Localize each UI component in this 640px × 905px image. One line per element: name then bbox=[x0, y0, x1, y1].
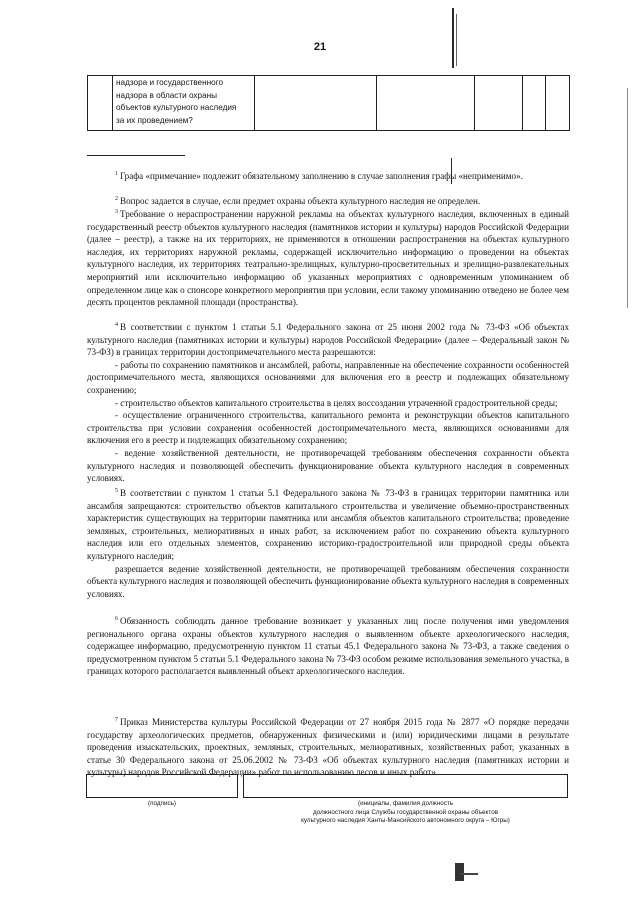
official-caption-line: культурного наследия Ханты-Мансийского автономного округа – Югры) bbox=[301, 817, 510, 824]
footnote-paragraph: - ведение хозяйственной деятельности, не противоречащей требованиям обеспечения сохранности объекта культурного наследия и позволяющей обеспечить функционирование объекта культурного наследия в современных условиях. bbox=[87, 447, 569, 484]
table-cell bbox=[377, 76, 475, 131]
footnote-text: В соответствии с пунктом 1 статьи 5.1 Федерального закона от 25 июня 2002 года № 73-ФЗ «Об объектах культурного наследия (памятниках истории и культуры) народов Российской Федерации» (далее – Федеральный закон № 73-ФЗ) в границах территории достопримечательного места разрешаются: bbox=[87, 322, 569, 358]
page-number: 21 bbox=[313, 41, 327, 53]
footnote-text: Графа «примечание» подлежит обязательному заполнению в случае заполнения графы «неприменимо». bbox=[120, 171, 523, 181]
footnote-number: 2 bbox=[115, 196, 118, 202]
footnote-paragraph: - работы по сохранению памятников и ансамблей, работы, направленные на обеспечение сохранности особенностей достопримечательного места, являющихся основаниями для включения его в реестр и подлежащих обязательному сохранению; bbox=[87, 359, 569, 395]
footnote-text: В соответствии с пунктом 1 статьи 5.1 Федерального закона № 73-ФЗ в границах территории памятника или ансамбля запрещаются: строительство объектов капитального строительства и увеличение объемно-пространственных характеристик существующих на территории памятника или ансамбля объектов капитального строительства; проведение земляных, строительных, мелиоративных и иных работ, за исключением работ по сохранению объекта культурного наследия или его отдельных элементов, сохранению историко-градостроительной или природной среды объекта культурного наследия; bbox=[87, 488, 569, 561]
footnote-number: 1 bbox=[115, 171, 118, 177]
table-cell bbox=[88, 76, 113, 131]
footnote-text: Требование о нераспространении наружной рекламы на объектах культурного наследия, включенных в единый государственный реестр объектов культурного наследия (памятников истории и культуры) народов Российской Федерации (далее – реестр), а также на их территориях, не применяются в отношении распространения на объектах культурного наследия, их территориях наружной рекламы, содержащей исключительно информацию о проведении на объектах культурного наследия, их территориях театрально-зрелищных, культурно-просветительных и зрелищно-развлекательных мероприятий или исключительно информацию об указанных мероприятиях с одновременным упоминанием об определенном лице как о спонсоре конкретного мероприятия при условии, если такому упоминанию отведено не более чем десять процентов рекламной площади (пространства). bbox=[87, 209, 569, 308]
footnote-paragraph: разрешается ведение хозяйственной деятельности, не противоречащей требованиям обеспечения сохранности объекта культурного наследия и позволяющей обеспечить функционирование объекта культурного наследия в современных условиях. bbox=[87, 563, 569, 599]
footnote-2 bbox=[87, 195, 480, 208]
table-cell bbox=[255, 76, 377, 131]
question-line: надзора и государственного bbox=[116, 78, 224, 87]
checklist-table bbox=[87, 75, 570, 131]
scan-artifact bbox=[455, 863, 464, 881]
footnote-number: 3 bbox=[115, 209, 118, 215]
scan-artifact bbox=[452, 8, 454, 68]
scan-artifact bbox=[460, 873, 478, 875]
footnote-paragraph: - строительство объектов капитального строительства в целях воссоздания утраченной градостроительной среды; bbox=[115, 397, 558, 408]
official-caption-line: должностного лица Службы государственной охраны объектов bbox=[312, 808, 499, 816]
footnote-number: 4 bbox=[115, 322, 118, 328]
question-line: за их проведением? bbox=[116, 115, 193, 125]
signature-caption: (подпись) bbox=[148, 800, 176, 807]
footnote-4 bbox=[87, 321, 569, 485]
footnote-number: 5 bbox=[115, 488, 118, 494]
table-cell bbox=[546, 76, 570, 131]
footnote-6 bbox=[87, 615, 569, 678]
footnote-7 bbox=[87, 716, 569, 779]
signature-field[interactable] bbox=[86, 774, 238, 798]
footnote-5 bbox=[87, 487, 569, 600]
question-line: надзора в области охраны bbox=[116, 90, 218, 100]
footnote-number: 7 bbox=[115, 717, 118, 723]
footnote-separator bbox=[87, 155, 185, 156]
footnote-paragraph: - осуществление ограниченного строительства, капитального ремонта и реконструкции объектов капитального строительства при условии сохранения особенностей достопримечательного места, являющихся основаниями для включения его в реестр и подлежащих обязательному сохранению; bbox=[87, 410, 569, 446]
official-caption bbox=[243, 800, 568, 826]
table-row bbox=[88, 76, 570, 131]
table-cell bbox=[523, 76, 546, 131]
question-line: объектов культурного наследия bbox=[116, 103, 237, 113]
scan-artifact bbox=[627, 88, 628, 308]
signature-block bbox=[86, 774, 568, 798]
official-caption-line: (инициалы, фамилия должность bbox=[357, 800, 454, 807]
footnote-1 bbox=[87, 170, 523, 183]
footnote-text: Обязанность соблюдать данное требование возникает у указанных лиц после получения ими уведомления регионального органа охраны объектов культурного наследия о выявленном объекте археологического наследия, содержащее информацию, предусмотренную пунктом 11 статьи 45.1 Федерального закона № 73-ФЗ, а также сведения о предусмотренном пунктом 5 статьи 5.1 Федерального закона № 73-ФЗ особом режиме использования земельного участка, в границах которого располагается выявленный объект археологического наследия. bbox=[87, 616, 569, 677]
footnote-3 bbox=[87, 208, 569, 309]
scan-artifact bbox=[456, 14, 457, 66]
footnote-text: Вопрос задается в случае, если предмет охраны объекта культурного наследия не определен. bbox=[120, 196, 481, 206]
table-cell bbox=[475, 76, 523, 131]
footnote-number: 6 bbox=[115, 616, 118, 622]
footnote-text: Приказ Министерства культуры Российской Федерации от 27 ноября 2015 года № 2877 «О порядке передачи государству археологических предметов, обнаруженных физическими и (или) юридическими лицами в результате проведения изыскательских, проектных, земляных, строительных, мелиоративных, хозяйственных работ, указанных в статье 30 Федерального закона от 25.06.2002 № 73-ФЗ «Об объектах культурного наследия (памятниках истории и культуры) народов Российской Федерации» работ по использованию лесов и иных работ». bbox=[87, 717, 569, 778]
official-name-field[interactable] bbox=[243, 774, 568, 798]
question-cell bbox=[113, 76, 255, 131]
